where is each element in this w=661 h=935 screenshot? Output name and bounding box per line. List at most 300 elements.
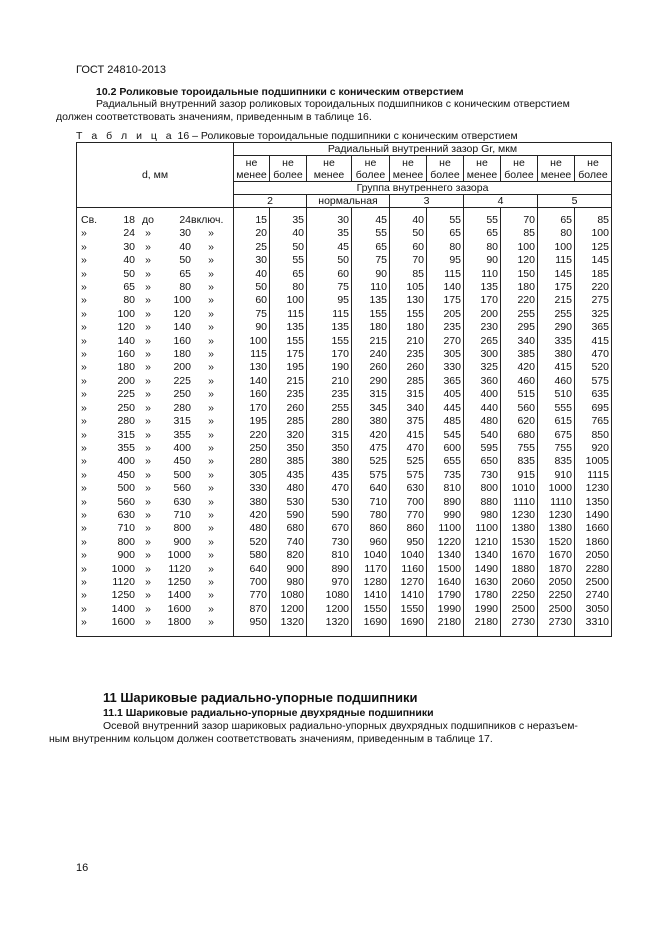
range-to: 24 xyxy=(179,214,191,226)
clearance-value: 380 xyxy=(554,348,572,361)
range-suffix: » xyxy=(208,294,214,307)
diameter-range xyxy=(81,536,231,549)
range-from: 800 xyxy=(117,535,135,548)
clearance-value: 1380 xyxy=(511,522,535,535)
clearance-value: 155 xyxy=(406,307,424,320)
range-prefix: » xyxy=(81,549,87,562)
clearance-value: 2180 xyxy=(474,616,498,629)
clearance-value: 860 xyxy=(406,522,424,535)
clearance-value: 730 xyxy=(480,468,498,481)
clearance-value: 15 xyxy=(255,214,267,226)
range-sep: » xyxy=(145,281,151,294)
clearance-value: 50 xyxy=(412,227,424,240)
clearance-value: 1200 xyxy=(325,602,349,615)
clearance-value: 1780 xyxy=(474,589,498,602)
clearance-value: 960 xyxy=(369,535,387,548)
clearance-value: 1230 xyxy=(585,482,609,495)
clearance-value: 900 xyxy=(286,562,304,575)
clearance-value: 1005 xyxy=(585,455,609,468)
diameter-range xyxy=(81,429,231,442)
clearance-value: 305 xyxy=(443,348,461,361)
clearance-value: 480 xyxy=(249,522,267,535)
header-not-less: не менее xyxy=(307,156,352,182)
range-suffix: » xyxy=(208,482,214,495)
clearance-value: 980 xyxy=(480,508,498,521)
clearance-value: 155 xyxy=(331,334,349,347)
clearance-value: 230 xyxy=(480,321,498,334)
clearance-value: 80 xyxy=(292,281,304,294)
clearance-value: 670 xyxy=(331,522,349,535)
range-sep: » xyxy=(145,348,151,361)
range-from: 140 xyxy=(117,334,135,347)
clearance-value: 1520 xyxy=(548,535,572,548)
clearance-value: 1320 xyxy=(325,616,349,629)
clearance-value: 1110 xyxy=(550,495,572,508)
clearance-value: 635 xyxy=(591,388,609,401)
range-sep: » xyxy=(145,482,151,495)
range-to: 800 xyxy=(173,522,191,535)
diameter-range xyxy=(81,361,231,374)
range-sep: » xyxy=(145,616,151,629)
clearance-value: 560 xyxy=(517,401,535,414)
clearance-value: 235 xyxy=(443,321,461,334)
clearance-value: 65 xyxy=(292,267,304,280)
clearance-value: 115 xyxy=(444,267,461,280)
range-to: 560 xyxy=(173,482,191,495)
clearance-value: 1690 xyxy=(400,616,424,629)
clearance-value: 2740 xyxy=(585,589,609,602)
header-not-less: не менее xyxy=(234,156,270,182)
clearance-value: 1040 xyxy=(363,549,387,562)
clearance-value: 1490 xyxy=(474,562,498,575)
clearance-value: 1210 xyxy=(474,535,498,548)
range-from: 100 xyxy=(117,307,135,320)
range-from: 80 xyxy=(123,294,135,307)
clearance-value: 755 xyxy=(554,441,572,454)
clearance-value: 755 xyxy=(517,441,535,454)
range-to: 280 xyxy=(173,401,191,414)
clearance-value: 80 xyxy=(560,227,572,240)
clearance-value: 2180 xyxy=(437,616,461,629)
range-prefix: » xyxy=(81,441,87,454)
clearance-value: 210 xyxy=(331,374,349,387)
clearance-value: 75 xyxy=(255,307,267,320)
clearance-value: 85 xyxy=(597,214,609,226)
clearance-value: 265 xyxy=(480,334,498,347)
header-not-less: не менее xyxy=(538,156,575,182)
clearance-value: 950 xyxy=(249,616,267,629)
clearance-value: 1350 xyxy=(585,495,609,508)
range-to: 450 xyxy=(173,455,191,468)
range-prefix: » xyxy=(81,388,87,401)
clearance-value: 335 xyxy=(554,334,572,347)
range-suffix: » xyxy=(208,535,214,548)
range-to: 160 xyxy=(173,334,191,347)
range-sep: » xyxy=(145,575,151,588)
clearance-value: 115 xyxy=(332,307,349,320)
clearance-value: 2250 xyxy=(548,589,572,602)
range-suffix: » xyxy=(208,334,214,347)
clearance-value: 70 xyxy=(412,254,424,267)
clearance-value: 65 xyxy=(560,214,572,226)
range-prefix: » xyxy=(81,227,87,240)
clearance-value: 1320 xyxy=(280,616,304,629)
clearance-value: 460 xyxy=(517,374,535,387)
clearance-value: 185 xyxy=(591,267,609,280)
range-from: 630 xyxy=(117,508,135,521)
diameter-range xyxy=(81,509,231,522)
clearance-value: 1280 xyxy=(363,575,387,588)
clearance-value: 970 xyxy=(331,575,349,588)
clearance-value: 1990 xyxy=(437,602,461,615)
range-prefix: » xyxy=(81,468,87,481)
range-prefix: » xyxy=(81,522,87,535)
clearance-value: 520 xyxy=(249,535,267,548)
clearance-value: 910 xyxy=(554,468,572,481)
header-not-more: не более xyxy=(575,156,612,182)
clearance-value: 440 xyxy=(480,401,498,414)
range-sep: » xyxy=(145,388,151,401)
paragraph-line: Радиальный внутренний зазор роликовых тороидальных подшипников с коническим отверстием xyxy=(96,98,570,110)
range-from: 180 xyxy=(117,361,135,374)
range-prefix: » xyxy=(81,455,87,468)
clearance-value: 780 xyxy=(369,508,387,521)
range-sep: » xyxy=(145,321,151,334)
clearance-value: 190 xyxy=(331,361,349,374)
range-sep: » xyxy=(145,495,151,508)
clearance-value: 1550 xyxy=(363,602,387,615)
range-to: 400 xyxy=(173,441,191,454)
range-sep: » xyxy=(145,549,151,562)
section-10-2-heading: 10.2 Роликовые тороидальные подшипники с коническим отверстием xyxy=(96,86,464,98)
clearance-value: 155 xyxy=(369,307,387,320)
clearance-value: 65 xyxy=(486,227,498,240)
range-prefix: » xyxy=(81,535,87,548)
range-suffix: » xyxy=(208,575,214,588)
clearance-value: 1490 xyxy=(585,508,609,521)
clearance-value: 30 xyxy=(337,214,349,226)
range-sep: » xyxy=(145,562,151,575)
range-from: 160 xyxy=(117,348,135,361)
range-sep: » xyxy=(145,361,151,374)
clearance-value: 135 xyxy=(480,281,498,294)
range-to: 1120 xyxy=(168,562,191,575)
range-prefix: » xyxy=(81,575,87,588)
range-prefix: » xyxy=(81,602,87,615)
clearance-value: 950 xyxy=(406,535,424,548)
range-prefix: » xyxy=(81,307,87,320)
range-prefix: » xyxy=(81,401,87,414)
clearance-value: 770 xyxy=(249,589,267,602)
range-prefix: » xyxy=(81,240,87,253)
header-not-less: не менее xyxy=(390,156,427,182)
header-not-more: не более xyxy=(501,156,538,182)
clearance-value: 305 xyxy=(249,468,267,481)
range-from: 18 xyxy=(123,214,135,226)
clearance-value: 590 xyxy=(331,508,349,521)
diameter-range xyxy=(81,576,231,589)
clearance-value: 300 xyxy=(480,348,498,361)
diameter-range xyxy=(81,455,231,468)
clearance-value: 640 xyxy=(249,562,267,575)
diameter-range xyxy=(81,254,231,267)
range-suffix: включ. xyxy=(191,214,224,226)
clearance-value: 80 xyxy=(486,240,498,253)
clearance-value: 100 xyxy=(591,227,609,240)
page-number: 16 xyxy=(76,862,89,874)
diameter-range xyxy=(81,469,231,482)
clearance-value: 25 xyxy=(255,240,267,253)
range-prefix: » xyxy=(81,589,87,602)
range-sep: » xyxy=(145,267,151,280)
diameter-range xyxy=(81,496,231,509)
range-sep: » xyxy=(145,468,151,481)
range-prefix: Св. xyxy=(81,214,98,226)
clearance-value: 890 xyxy=(331,562,349,575)
clearance-value: 290 xyxy=(554,321,572,334)
value-column xyxy=(427,208,464,637)
range-from: 225 xyxy=(117,388,135,401)
clearance-value: 330 xyxy=(249,482,267,495)
clearance-value: 50 xyxy=(255,281,267,294)
clearance-value: 640 xyxy=(369,482,387,495)
range-sep: » xyxy=(145,589,151,602)
clearance-value: 50 xyxy=(337,254,349,267)
range-to: 100 xyxy=(173,294,191,307)
clearance-value: 290 xyxy=(369,374,387,387)
clearance-value: 55 xyxy=(375,227,387,240)
range-from: 315 xyxy=(117,428,135,441)
clearance-value: 1790 xyxy=(437,589,461,602)
range-to: 65 xyxy=(179,267,191,280)
clearance-value: 175 xyxy=(286,348,304,361)
diameter-range xyxy=(81,616,231,629)
clearance-value: 2250 xyxy=(511,589,535,602)
clearance-value: 220 xyxy=(249,428,267,441)
range-sep: » xyxy=(145,415,151,428)
clearance-value: 315 xyxy=(369,388,387,401)
clearance-value: 260 xyxy=(369,361,387,374)
diameter-range xyxy=(81,402,231,415)
range-suffix: » xyxy=(208,307,214,320)
range-from: 400 xyxy=(117,455,135,468)
value-column xyxy=(270,208,307,637)
range-suffix: » xyxy=(208,455,214,468)
diameter-range xyxy=(81,388,231,401)
range-sep: » xyxy=(145,428,151,441)
range-to: 180 xyxy=(173,348,191,361)
clearance-value: 105 xyxy=(406,281,424,294)
clearance-value: 1110 xyxy=(513,495,535,508)
clearance-value: 1270 xyxy=(400,575,424,588)
range-sep: » xyxy=(145,374,151,387)
clearance-value: 1410 xyxy=(363,589,387,602)
clearance-value: 470 xyxy=(406,441,424,454)
range-to: 500 xyxy=(173,468,191,481)
clearance-value: 730 xyxy=(331,535,349,548)
clearance-value: 700 xyxy=(406,495,424,508)
range-sep: » xyxy=(145,441,151,454)
range-to: 1600 xyxy=(167,602,191,615)
clearance-value: 125 xyxy=(591,240,609,253)
range-prefix: » xyxy=(81,415,87,428)
clearance-value: 1170 xyxy=(364,562,387,575)
range-sep: » xyxy=(145,401,151,414)
clearance-value: 1690 xyxy=(363,616,387,629)
clearance-value: 45 xyxy=(337,240,349,253)
diameter-range xyxy=(81,563,231,576)
group-header: Группа внутреннего зазора xyxy=(234,182,612,195)
range-to: 140 xyxy=(173,321,191,334)
section-10-2-paragraph xyxy=(56,98,616,123)
clearance-value: 530 xyxy=(286,495,304,508)
clearance-value: 175 xyxy=(443,294,461,307)
clearance-value: 55 xyxy=(449,214,461,226)
clearance-value: 95 xyxy=(337,294,349,307)
clearance-value: 1880 xyxy=(511,562,535,575)
clearance-value: 275 xyxy=(591,294,609,307)
range-from: 355 xyxy=(117,441,135,454)
clearance-value: 80 xyxy=(449,240,461,253)
clearance-value: 280 xyxy=(249,455,267,468)
range-suffix: » xyxy=(208,549,214,562)
table-body xyxy=(77,208,612,637)
range-to: 40 xyxy=(179,240,191,253)
section-11-1-heading: 11.1 Шариковые радиально-упорные двухрядные подшипники xyxy=(103,707,434,719)
clearance-value: 400 xyxy=(480,388,498,401)
range-prefix: » xyxy=(81,482,87,495)
clearance-value: 135 xyxy=(369,294,387,307)
range-suffix: » xyxy=(208,562,214,575)
clearance-value: 415 xyxy=(554,361,572,374)
clearance-value: 45 xyxy=(375,214,387,226)
clearance-value: 180 xyxy=(369,321,387,334)
range-to: 1250 xyxy=(167,575,191,588)
range-to: 200 xyxy=(173,361,191,374)
diameter-range xyxy=(81,348,231,361)
clearance-value: 345 xyxy=(369,401,387,414)
clearance-value: 385 xyxy=(517,348,535,361)
range-suffix: » xyxy=(208,361,214,374)
range-suffix: » xyxy=(208,401,214,414)
value-column xyxy=(575,208,612,637)
clearance-value: 115 xyxy=(287,307,304,320)
clearance-value: 765 xyxy=(591,415,609,428)
clearance-value: 525 xyxy=(406,455,424,468)
clearance-value: 1220 xyxy=(437,535,461,548)
clearance-value: 170 xyxy=(249,401,267,414)
clearance-value: 860 xyxy=(369,522,387,535)
range-from: 40 xyxy=(123,254,135,267)
clearance-value: 920 xyxy=(591,441,609,454)
clearance-value: 295 xyxy=(517,321,535,334)
clearance-value: 615 xyxy=(554,415,572,428)
clearance-value: 170 xyxy=(331,348,349,361)
clearance-value: 1550 xyxy=(400,602,424,615)
clearance-value: 3310 xyxy=(585,616,609,629)
diameter-range xyxy=(81,549,231,562)
range-sep: » xyxy=(145,294,151,307)
range-suffix: » xyxy=(208,589,214,602)
clearance-value: 405 xyxy=(443,388,461,401)
column-header-clearance: Радиальный внутренний зазор Gr, мкм xyxy=(234,143,612,156)
diameter-range xyxy=(81,522,231,535)
range-from: 50 xyxy=(123,267,135,280)
group-normal: нормальная xyxy=(307,195,390,208)
clearance-value: 90 xyxy=(255,321,267,334)
range-from: 200 xyxy=(117,374,135,387)
clearance-value: 115 xyxy=(250,348,267,361)
clearance-value: 520 xyxy=(591,361,609,374)
range-from: 120 xyxy=(117,321,135,334)
clearance-value: 2280 xyxy=(585,562,609,575)
clearance-value: 420 xyxy=(517,361,535,374)
clearance-value: 770 xyxy=(406,508,424,521)
clearance-value: 60 xyxy=(337,267,349,280)
clearance-value: 740 xyxy=(286,535,304,548)
diameter-range xyxy=(81,589,231,602)
clearance-value: 2500 xyxy=(585,575,609,588)
clearance-value: 55 xyxy=(486,214,498,226)
clearance-value: 820 xyxy=(286,549,304,562)
value-column xyxy=(464,208,501,637)
range-suffix: » xyxy=(208,428,214,441)
range-sep: » xyxy=(145,508,151,521)
range-suffix: » xyxy=(208,254,214,267)
clearance-value: 1080 xyxy=(325,589,349,602)
range-prefix: » xyxy=(81,616,87,629)
range-suffix: » xyxy=(208,267,214,280)
range-prefix: » xyxy=(81,348,87,361)
range-from: 280 xyxy=(117,415,135,428)
range-to: 30 xyxy=(179,227,191,240)
clearance-value: 350 xyxy=(286,441,304,454)
clearance-value: 250 xyxy=(249,441,267,454)
clearance-value: 155 xyxy=(286,334,304,347)
range-from: 250 xyxy=(117,401,135,414)
clearance-value: 75 xyxy=(375,254,387,267)
range-suffix: » xyxy=(208,388,214,401)
diameter-range-cell xyxy=(77,208,234,637)
range-from: 1400 xyxy=(111,602,135,615)
clearance-value: 650 xyxy=(480,455,498,468)
clearance-value: 1640 xyxy=(437,575,461,588)
clearance-value: 415 xyxy=(406,428,424,441)
range-prefix: » xyxy=(81,321,87,334)
range-from: 1600 xyxy=(111,616,135,629)
range-sep: » xyxy=(145,602,151,615)
group-4: 4 xyxy=(464,195,538,208)
diameter-range xyxy=(81,335,231,348)
clearance-value: 835 xyxy=(517,455,535,468)
clearance-value: 375 xyxy=(406,415,424,428)
clearance-value: 240 xyxy=(369,348,387,361)
range-suffix: » xyxy=(208,321,214,334)
diameter-range xyxy=(81,603,231,616)
header-not-less: не менее xyxy=(464,156,501,182)
clearance-value: 2050 xyxy=(548,575,572,588)
diameter-range xyxy=(81,321,231,334)
clearance-value: 40 xyxy=(255,267,267,280)
clearance-value: 30 xyxy=(255,254,267,267)
clearance-value: 280 xyxy=(331,415,349,428)
range-from: 1000 xyxy=(111,562,135,575)
clearance-value: 110 xyxy=(370,281,387,294)
clearance-value: 2050 xyxy=(585,549,609,562)
diameter-range xyxy=(81,241,231,254)
clearance-value: 385 xyxy=(286,455,304,468)
column-header-d xyxy=(77,143,234,208)
